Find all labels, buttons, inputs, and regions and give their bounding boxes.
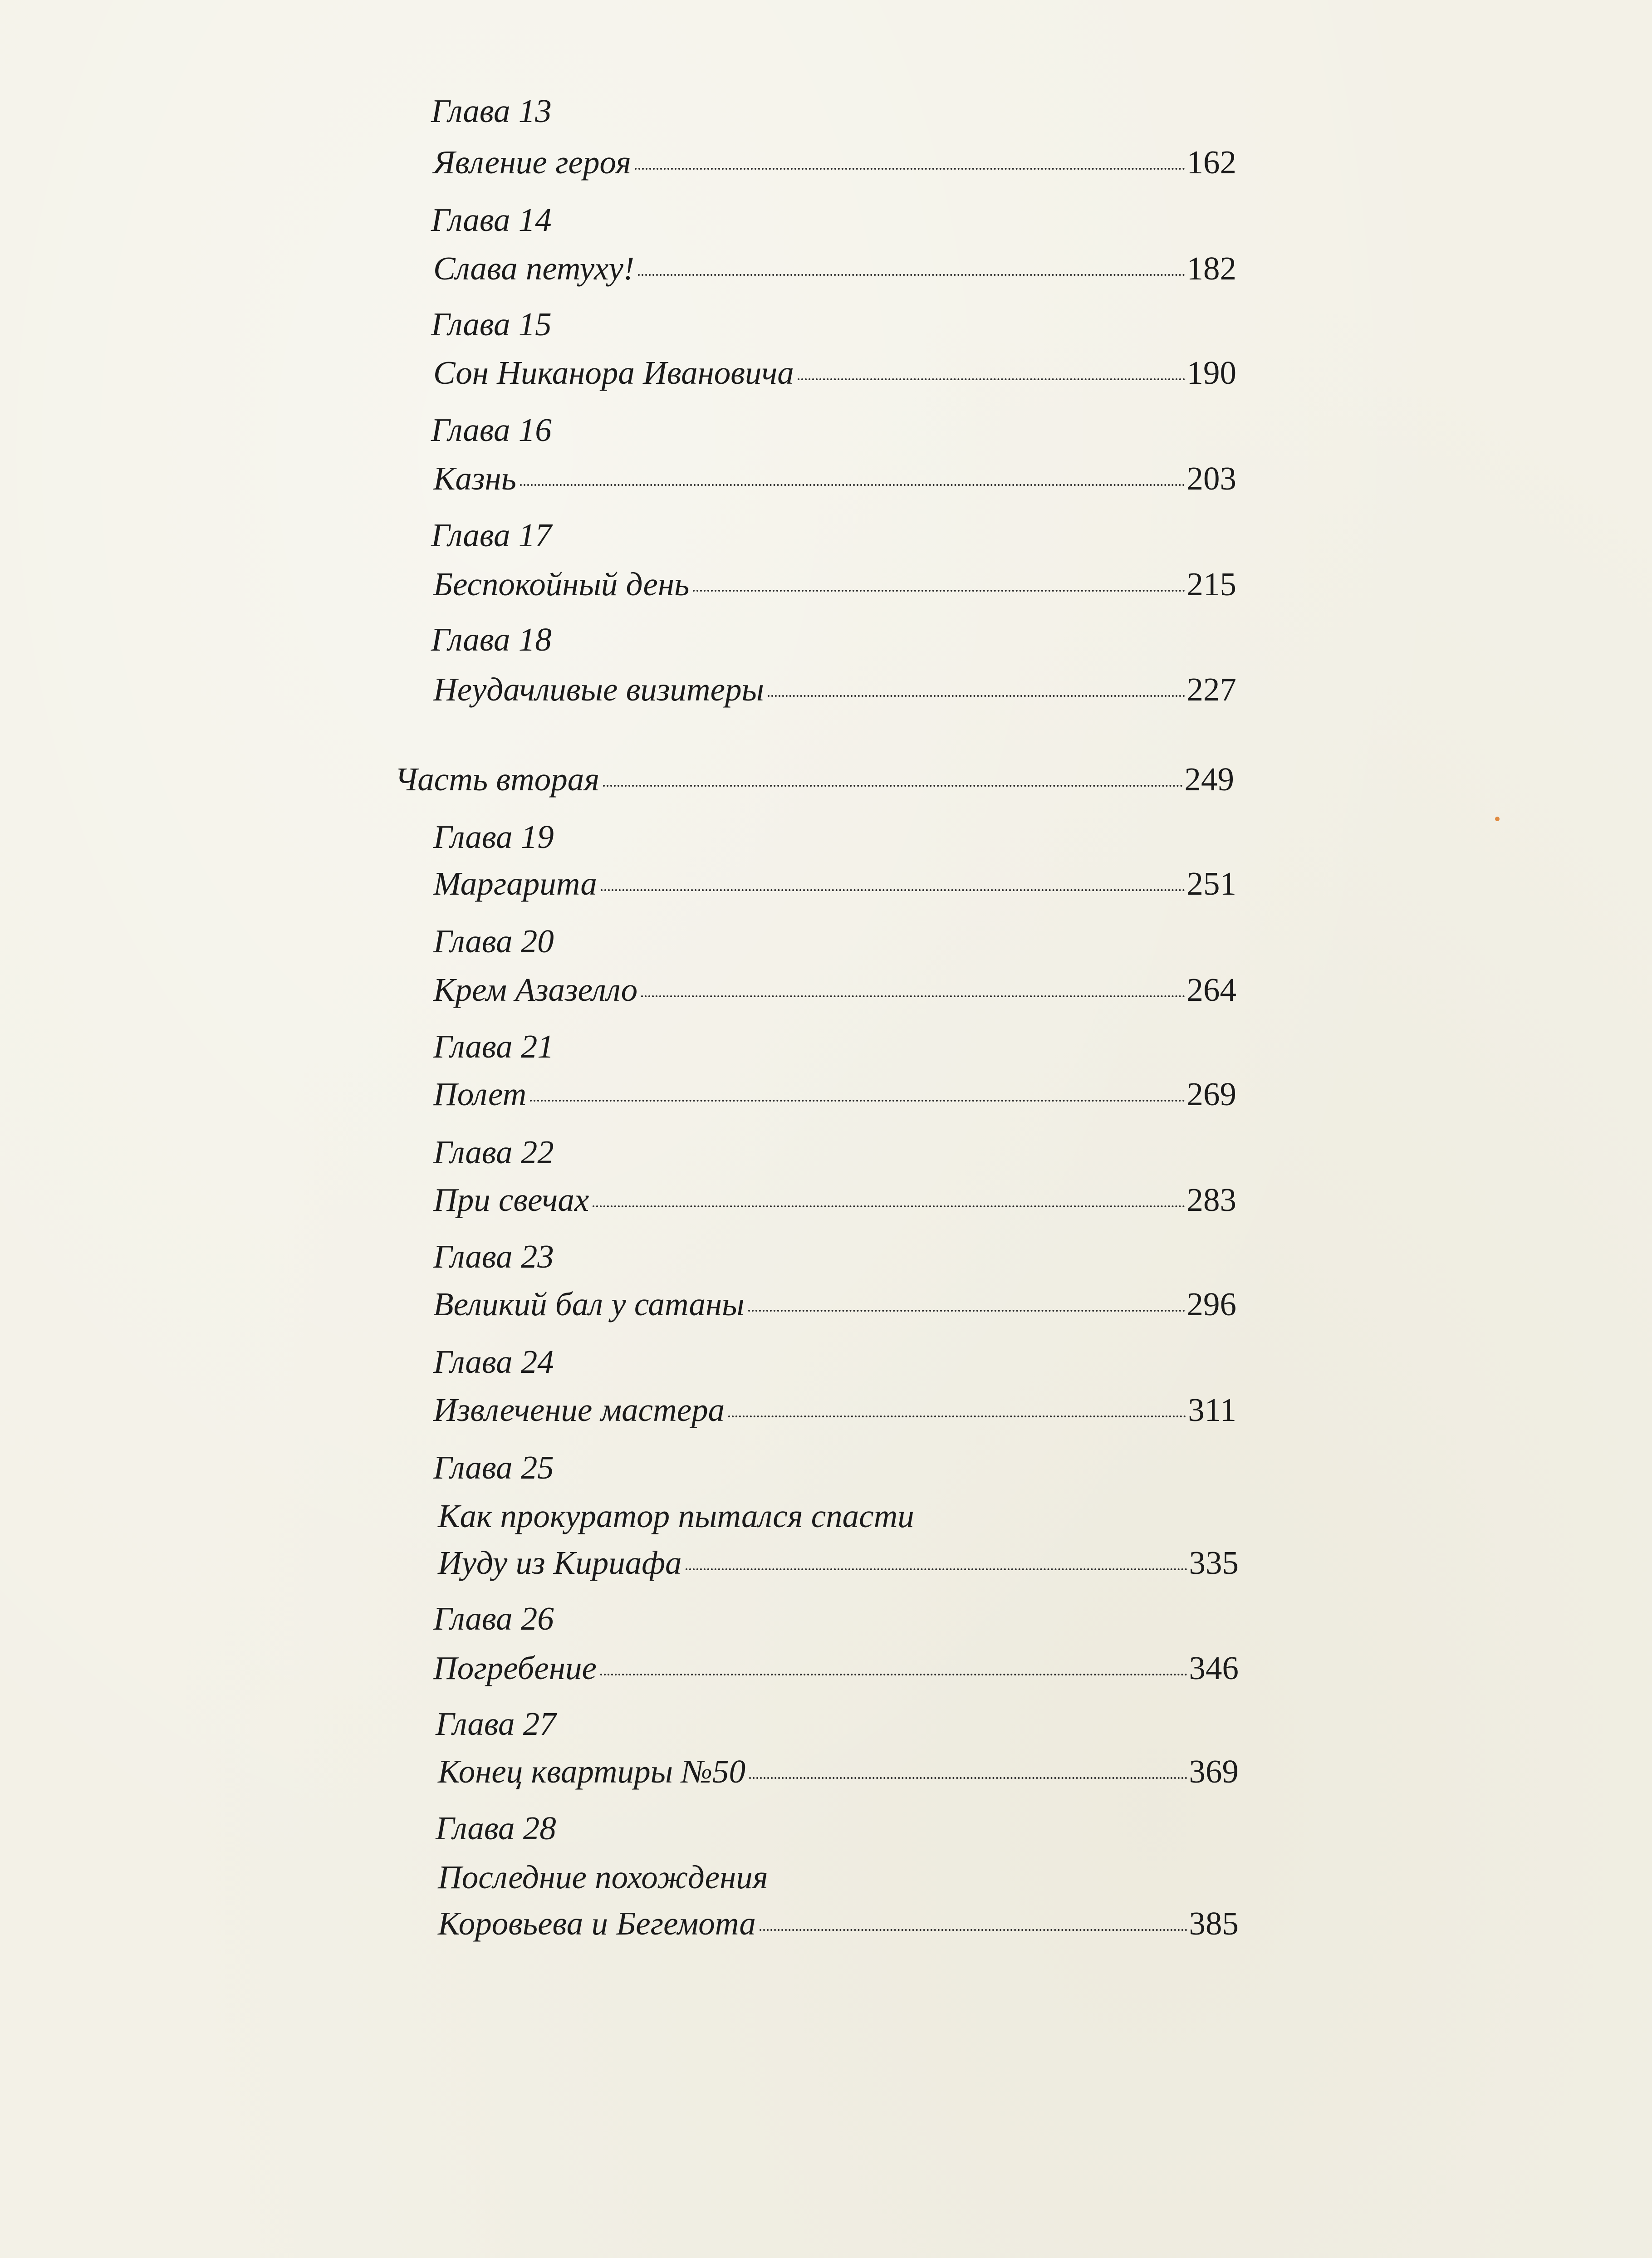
dot-leader: [603, 785, 1182, 787]
chapter-title: Конец квартиры №50: [438, 1753, 746, 1790]
dot-leader: [638, 274, 1185, 276]
page-number: 249: [1184, 761, 1234, 798]
chapter-title: Иуду из Кириафа: [438, 1544, 682, 1581]
chapter-label: Глава 16: [431, 411, 552, 448]
page-number: 227: [1186, 671, 1236, 708]
dot-leader: [641, 995, 1185, 997]
chapter-title-line: Как прокуратор пытался спасти: [438, 1498, 914, 1534]
page-number: 182: [1186, 250, 1236, 287]
page-number: 369: [1189, 1753, 1239, 1790]
chapter-label: Глава 19: [433, 818, 554, 855]
page-number: 346: [1189, 1650, 1239, 1686]
dot-leader: [749, 1777, 1187, 1779]
chapter-title: Маргарита: [433, 865, 597, 902]
dot-leader: [728, 1416, 1186, 1417]
dot-leader: [530, 1100, 1185, 1102]
page-number: 385: [1189, 1905, 1239, 1942]
page-number: 269: [1186, 1076, 1236, 1112]
chapter-label: Глава 22: [433, 1134, 554, 1171]
toc-entry: [433, 1074, 1236, 1115]
chapter-title: Полет: [433, 1076, 527, 1112]
dot-leader: [693, 590, 1185, 592]
dot-leader: [601, 889, 1185, 891]
toc-entry: [433, 353, 1236, 393]
page-number: 296: [1186, 1286, 1236, 1322]
toc-entry: [438, 1751, 1239, 1792]
chapter-label: Глава 17: [431, 517, 552, 553]
page-number: 311: [1188, 1391, 1236, 1428]
toc-entry: [433, 1284, 1236, 1325]
chapter-title: Сон Никанора Ивановича: [433, 354, 794, 391]
page-number: 162: [1186, 144, 1236, 181]
page-number: 203: [1186, 460, 1236, 497]
toc-entry: [433, 669, 1236, 710]
chapter-label: Глава 13: [431, 93, 552, 129]
chapter-title: Неудачливые визитеры: [433, 671, 764, 708]
dot-leader: [748, 1310, 1185, 1312]
chapter-title-line: Последние похождения: [438, 1859, 768, 1896]
toc-entry: [438, 1543, 1239, 1583]
toc-entry: [438, 1903, 1239, 1944]
part-entry: [395, 759, 1234, 800]
toc-entry: [433, 1390, 1236, 1430]
chapter-label: Глава 26: [433, 1600, 554, 1637]
chapter-title: При свечах: [433, 1181, 589, 1218]
toc-entry: [433, 142, 1236, 183]
chapter-label: Глава 18: [431, 621, 552, 658]
chapter-title: Извлечение мастера: [433, 1391, 725, 1428]
chapter-label: Глава 23: [433, 1238, 554, 1275]
chapter-title: Казнь: [433, 460, 516, 497]
toc-entry: [433, 863, 1236, 904]
chapter-label: Глава 25: [433, 1449, 554, 1486]
dot-leader: [686, 1568, 1187, 1570]
dot-leader: [593, 1205, 1185, 1207]
chapter-title: Погребение: [433, 1650, 597, 1686]
chapter-title: Крем Азазелло: [433, 971, 638, 1008]
chapter-label: Глава 24: [433, 1343, 554, 1380]
toc-entry: [433, 248, 1236, 289]
dot-leader: [635, 168, 1185, 170]
part-title: Часть вторая: [395, 761, 600, 798]
page-number: 264: [1186, 971, 1236, 1008]
chapter-label: Глава 21: [433, 1028, 554, 1065]
dot-leader: [768, 695, 1185, 697]
toc-entry: [433, 1648, 1239, 1689]
chapter-title: Беспокойный день: [433, 566, 690, 602]
toc-entry: [433, 970, 1236, 1010]
chapter-title: Слава петуху!: [433, 250, 635, 287]
chapter-label: Глава 20: [433, 923, 554, 960]
toc-entry: [433, 564, 1236, 605]
page-number: 251: [1186, 865, 1236, 902]
chapter-title: Великий бал у сатаны: [433, 1286, 745, 1322]
toc-entry: [433, 458, 1236, 499]
dot-leader: [600, 1674, 1187, 1675]
page-number: 190: [1186, 354, 1236, 391]
chapter-label: Глава 15: [431, 306, 552, 343]
dot-leader: [798, 378, 1185, 380]
page-number: 215: [1186, 566, 1236, 602]
dot-leader: [760, 1929, 1187, 1931]
chapter-label: Глава 14: [431, 201, 552, 238]
chapter-label: Глава 27: [436, 1705, 556, 1742]
chapter-title: Коровьева и Бегемота: [438, 1905, 756, 1942]
toc-entry: [433, 1180, 1236, 1220]
page-number: 283: [1186, 1181, 1236, 1218]
page-number: 335: [1189, 1544, 1239, 1581]
dot-leader: [520, 484, 1185, 486]
chapter-label: Глава 28: [436, 1810, 556, 1847]
chapter-title: Явление героя: [433, 144, 631, 181]
